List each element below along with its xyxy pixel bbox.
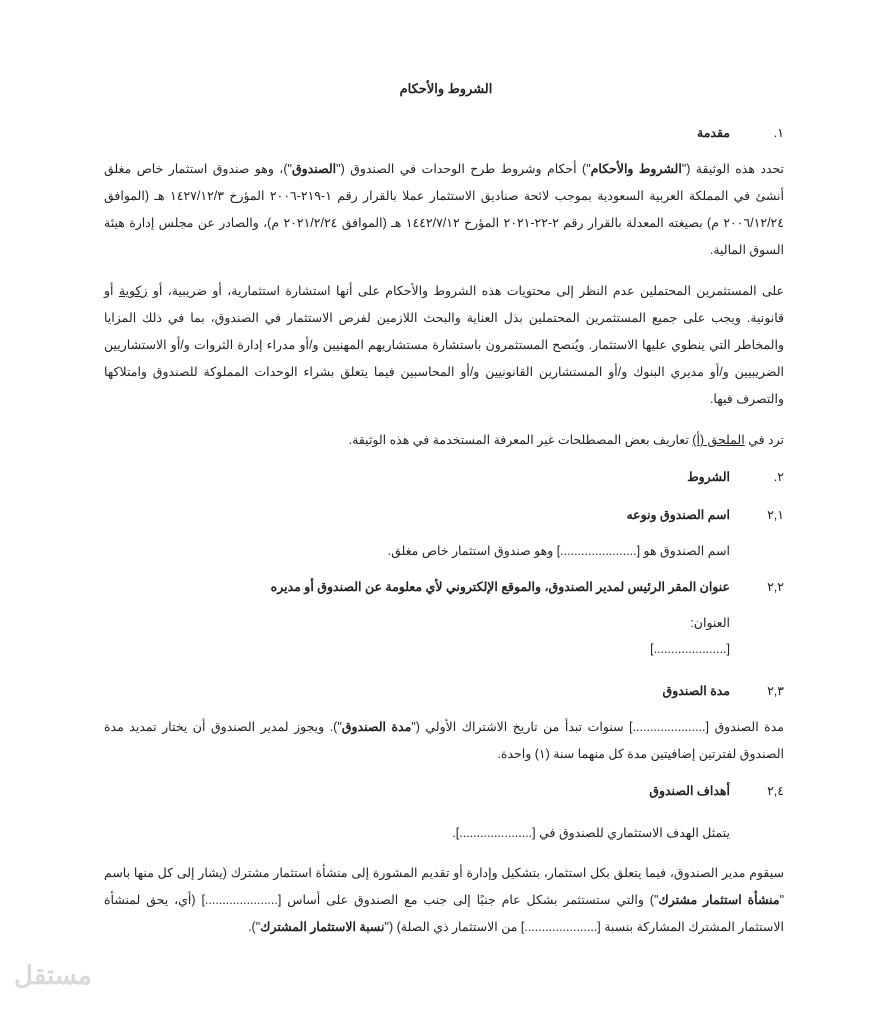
underlined-word: زكوية: [118, 284, 148, 298]
definitions-paragraph: [104, 427, 784, 454]
bold-term: الصندوق: [291, 162, 337, 176]
section-heading-terms: الشروط: [687, 470, 730, 484]
bold-term: نسبة الاستثمار المشترك: [260, 920, 385, 934]
text: ") والتي ستستثمر بشكل عام جنبًا إلى جنب مع الصندوق على أساس [.....................] (أي، يحق لمنشأة الاستثمار المشترك المشاركة بنسبة [.....................] من الاستثمار ذي الصلة) (": [104, 893, 784, 934]
section-heading-fund-name: اسم الصندوق ونوعه: [626, 508, 730, 522]
section-1-heading-row: [104, 124, 784, 142]
section-heading-address: عنوان المقر الرئيس لمدير الصندوق، والموقع الإلكتروني لأي معلومة عن الصندوق أو مديره: [270, 580, 730, 594]
text: ") أحكام وشروط طرح الوحدات في الصندوق (": [336, 162, 591, 176]
text: مدة الصندوق [.....................] سنوات تبدأ من تاريخ الاشتراك الأولي (": [411, 720, 784, 734]
document-title: الشروط والأحكام: [399, 81, 493, 96]
section-heading-fund-term: مدة الصندوق: [662, 684, 730, 698]
section-number: ٢,٢: [767, 580, 784, 594]
section-2-3-heading-row: [104, 682, 784, 700]
section-number: ٢,٤: [767, 784, 784, 798]
bold-term: منشأة استثمار مشترك: [658, 893, 780, 907]
text: ").: [248, 920, 261, 934]
section-heading-introduction: مقدمة: [697, 126, 730, 140]
intro-paragraph: [104, 156, 784, 264]
appendix-link[interactable]: الملحق (أ): [692, 433, 745, 447]
disclaimer-paragraph: [104, 278, 784, 413]
fund-term-paragraph: [104, 714, 784, 768]
text: ترد في: [744, 433, 784, 447]
watermark-logo: مستقل: [14, 960, 92, 990]
section-number: ٢,٣: [767, 684, 784, 698]
objective-text: يتمثل الهدف الاستثماري للصندوق في [.....................].: [452, 826, 730, 840]
text: ")، وهو صندوق استثمار خاص مغلق أنشئ في المملكة العربية السعودية بموجب لائحة صناديق الاستثمار عملا بالقرار رقم ١-٢١٩-٢٠٠٦ المؤرخ ١٤٢٧/١٢/٣ هـ (الموافق ٢٠٠٦/١٢/٢٤ م) بصيغته المعدلة بالقرار رقم ٢-٢٢-٢٠٢١ المؤرخ ١٤٤٢/٧/١٢ هـ (الموافق ٢٠٢١/٢/٢٤ م)، والصادر عن مجلس إدارة هيئة السوق المالية.: [104, 162, 784, 257]
section-2-1-heading-row: [104, 506, 784, 524]
text: "). ويجوز لمدير الصندوق أن يختار تمديد مدة الصندوق لفترتين إضافيتين مدة كل منهما سنة (١) واحدة.: [104, 720, 784, 761]
text: تعاريف بعض المصطلحات غير المعرفة المستخدمة في هذه الوثيقة.: [348, 433, 693, 447]
address-value: [.....................]: [650, 642, 730, 656]
text: أو قانونية. ويجب على جميع المستثمرين المحتملين بذل العناية والبحث اللازمين لفرص الاستثمار في الصندوق، بما في ذلك المزايا والمخاطر التي ينطوي عليها الاستثمار. ويُنصح المستثمرون باستشارة مستشاريهم المهنيين و/أو مدراء إدارة الثروات و/أو الاستشاريين الضريبيين و/أو مديري البنوك و/أو المستشارين القانونيين و/أو المحاسبين فيما يتعلق بشراء الوحدات المملوكة للصندوق وامتلاكها والتصرف فيها.: [104, 284, 784, 406]
text: سيقوم مدير الصندوق، فيما يتعلق بكل استثمار، بتشكيل وإدارة أو تقديم المشورة إلى منشأة استثمار مشترك (يشار إلى كل منها باسم ": [104, 866, 784, 907]
section-number: ٢,١: [767, 508, 784, 522]
co-investment-paragraph: [104, 860, 784, 941]
section-2-heading-row: [104, 468, 784, 486]
fund-name-text: اسم الصندوق هو [......................] وهو صندوق استثمار خاص مغلق.: [387, 544, 730, 558]
section-2-2-heading-row: [104, 578, 784, 596]
text: على المستثمرين المحتملين عدم النظر إلى محتويات هذه الشروط والأحكام على أنها استشارة استثمارية، أو ضريبية، أو: [147, 284, 784, 298]
bold-term: مدة الصندوق: [341, 720, 412, 734]
text: تحدد هذه الوثيقة (": [681, 162, 785, 176]
section-number: ١.: [773, 126, 784, 140]
address-label: العنوان:: [690, 616, 730, 630]
section-number: ٢.: [773, 470, 784, 484]
section-heading-objectives: أهداف الصندوق: [649, 784, 730, 798]
section-2-4-heading-row: [104, 782, 784, 800]
bold-term: الشروط والأحكام: [590, 162, 682, 176]
